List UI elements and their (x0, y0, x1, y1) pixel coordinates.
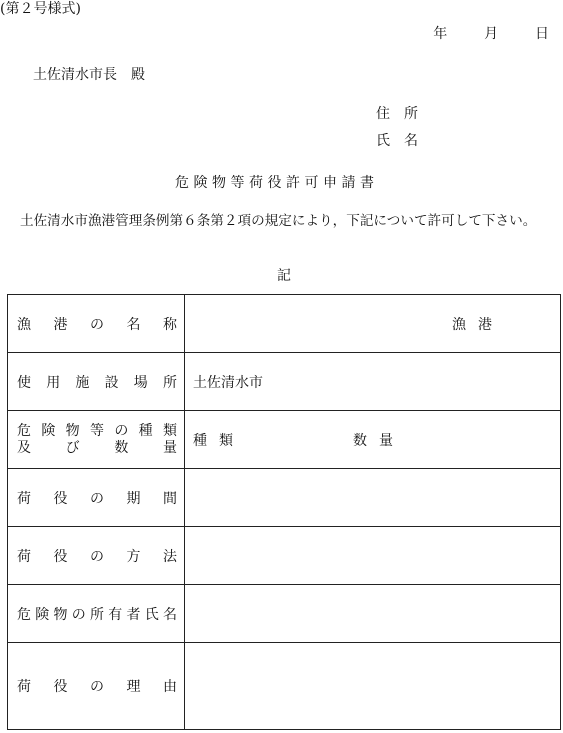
label-char: 役 (53, 490, 68, 507)
date-line (433, 27, 549, 41)
row-label-text (17, 488, 177, 508)
harbor-suffix: 漁港 (452, 316, 504, 333)
label-char: 所 (162, 374, 177, 391)
label-char: 漁 (17, 316, 31, 333)
label-char: の (114, 422, 129, 439)
row-label (8, 469, 185, 527)
row-label (8, 527, 185, 585)
applicant-address-label: 住所 (376, 106, 432, 122)
row-label-text (17, 604, 177, 624)
label-char: 荷 (17, 679, 31, 695)
label-char: び (65, 439, 80, 456)
label-char: 物 (53, 606, 68, 623)
label-char: 荷 (17, 548, 31, 565)
label-char: 及 (17, 439, 31, 456)
document-title: 危険物等荷役許可申請書 (175, 175, 379, 191)
label-char: の (90, 679, 104, 695)
label-char: の (71, 606, 86, 623)
label-char: 理 (126, 679, 141, 695)
row-label-text (17, 314, 177, 334)
row-label-text (17, 546, 177, 566)
label-char: 設 (104, 374, 119, 391)
label-char: 険 (41, 422, 56, 439)
label-char: 用 (46, 374, 61, 391)
label-char: 由 (163, 679, 177, 695)
label-char: 物 (65, 422, 80, 439)
label-char: 役 (53, 679, 68, 695)
table-row (8, 353, 561, 411)
label-char: 等 (89, 422, 104, 439)
table-row (8, 585, 561, 643)
label-char: 者 (126, 606, 141, 623)
label-char: 間 (163, 490, 177, 507)
label-char: 役 (53, 548, 68, 565)
harbor-name-field[interactable] (185, 295, 561, 353)
label-char: 種 (138, 422, 153, 439)
label-char: 類 (162, 422, 177, 439)
handling-method-field[interactable] (185, 527, 561, 585)
facility-location-value: 土佐清水市 (193, 374, 263, 391)
table-row (8, 411, 561, 469)
date-month-label: 月 (484, 26, 499, 42)
label-char: 所 (90, 606, 104, 623)
label-char: 称 (163, 316, 177, 333)
label-char: 名 (126, 316, 141, 333)
applicant-name-label: 氏名 (376, 133, 432, 149)
table-row (8, 295, 561, 353)
label-char: 危 (17, 606, 31, 623)
row-label (8, 585, 185, 643)
row-label (8, 353, 185, 411)
label-char: 使 (17, 374, 31, 391)
label-char: 方 (126, 548, 141, 565)
table-row (8, 527, 561, 585)
label-char: 有 (108, 606, 123, 623)
row-label-text-line1 (17, 423, 177, 440)
ki-marker: 記 (277, 268, 291, 284)
table-row (8, 469, 561, 527)
application-table (7, 294, 561, 730)
date-year-label: 年 (433, 26, 448, 42)
label-char: 期 (126, 490, 141, 507)
row-label-text-line2 (17, 440, 177, 457)
facility-location-field[interactable] (185, 353, 561, 411)
label-char: 施 (75, 374, 90, 391)
kind-quantity-field[interactable] (185, 411, 561, 469)
row-label (8, 643, 185, 730)
owner-name-field[interactable] (185, 585, 561, 643)
row-label-text (17, 372, 177, 392)
label-char: の (90, 548, 104, 565)
row-label-text (17, 676, 177, 696)
label-char: 険 (35, 606, 50, 623)
label-char: 荷 (17, 490, 31, 507)
label-char: 数 (114, 439, 129, 456)
row-label (8, 411, 185, 469)
label-char: 名 (163, 606, 177, 623)
label-char: 法 (163, 548, 177, 565)
addressee: 土佐清水市長 殿 (33, 67, 145, 83)
date-day-label: 日 (535, 26, 549, 42)
kind-label: 種類 (193, 432, 245, 449)
label-char: 危 (17, 422, 31, 439)
form-number: (第２号様式) (0, 1, 81, 17)
quantity-label: 数量 (353, 432, 405, 449)
label-char: 港 (53, 316, 68, 333)
handling-period-field[interactable] (185, 469, 561, 527)
label-char: 量 (162, 439, 177, 456)
label-char: 場 (133, 374, 148, 391)
label-char: の (90, 490, 104, 507)
row-label (8, 295, 185, 353)
body-text: 土佐清水市漁港管理条例第６条第２項の規定により，下記について許可して下さい。 (20, 213, 537, 229)
label-char: 氏 (144, 606, 159, 623)
handling-reason-field[interactable] (185, 643, 561, 730)
table-row (8, 643, 561, 730)
label-char: の (90, 316, 104, 333)
